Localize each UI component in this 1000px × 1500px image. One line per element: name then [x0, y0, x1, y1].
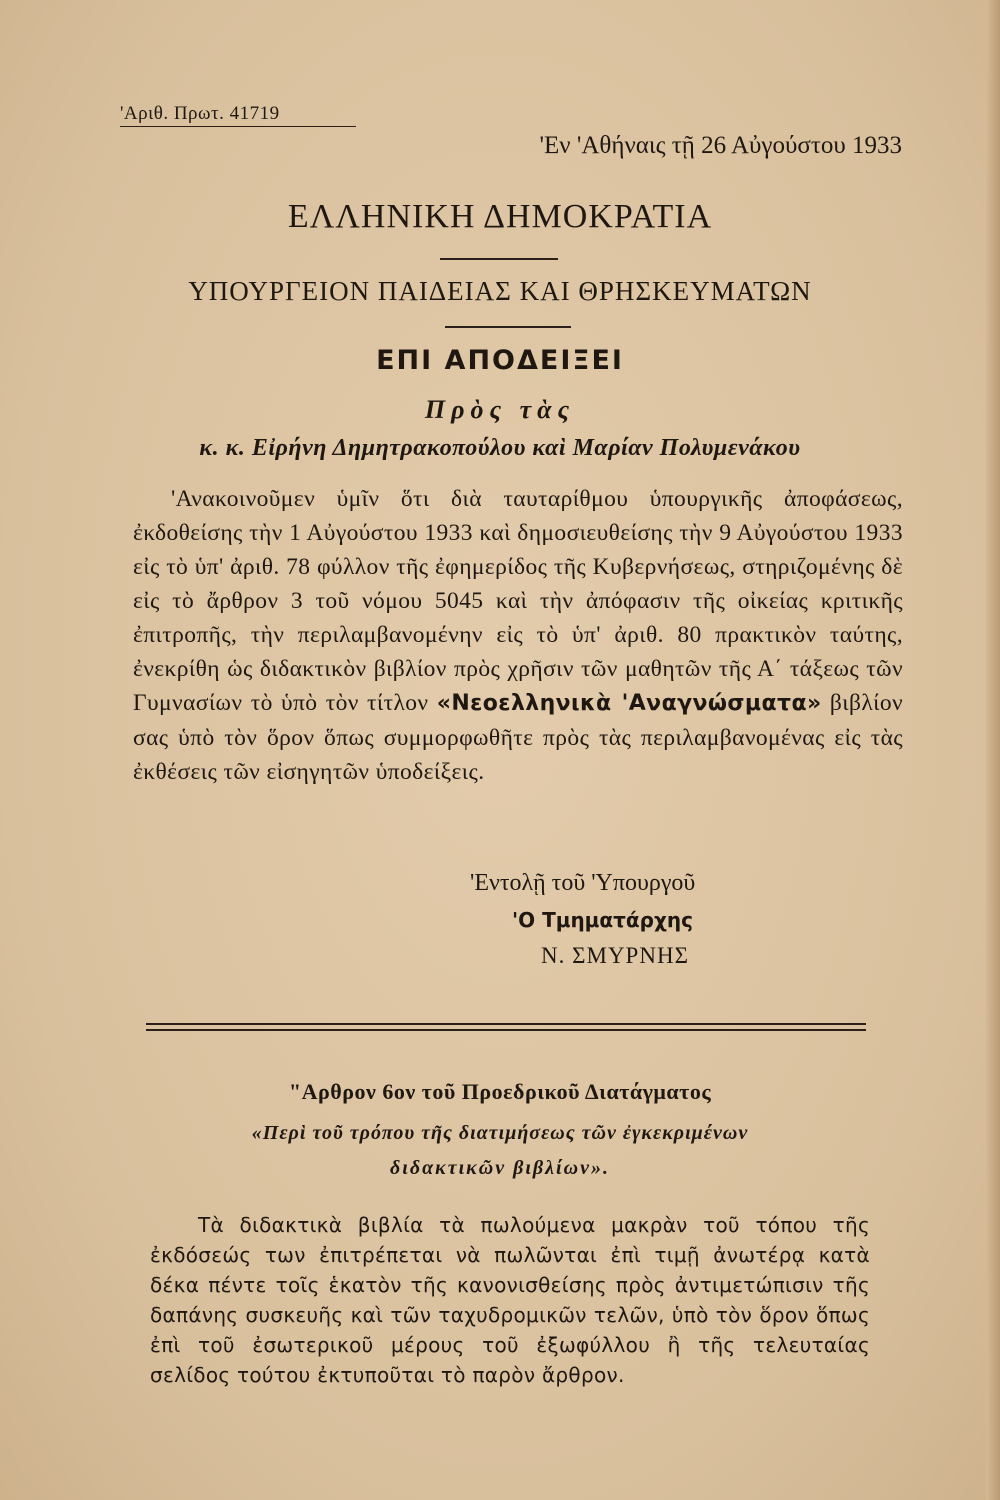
republic-heading: ΕΛΛΗΝΙΚΗ ΔΗΜΟΚΡΑΤΙΑ — [287, 198, 713, 235]
signature-name: Ν. ΣΜΥΡΝΗΣ — [541, 943, 689, 968]
article-body-text: Τὰ διδακτικὰ βιβλία τὰ πωλούμενα μακρὰν τοῦ τόπου τῆς ἐκδόσεώς των ἐπιτρέπεται νὰ πωλῶνται ἐπὶ τιμῇ ἀνωτέρᾳ κατὰ δέκα πέντε τοῖς ἑκατὸν τῆς κανονισθείσης πρὸς ἀντιμετώπισιν τῆς δαπάνης συσκευῆς καὶ τῶν ταχυδρομικῶν τελῶν, ὑπὸ τὸν ὅρον ὅπως ἐπὶ τοῦ ἐσωτερικοῦ μέρους τοῦ ἐξωφύλλου ἢ τῆς τελευταίας σελίδος τούτου ἐκτυποῦται τὸ παρὸν ἄρθρον. — [150, 1213, 870, 1387]
letter-text-before: 'Ανακοινοῦμεν ὑμῖν ὅτι διὰ ταυταρίθμου ὑπουργικῆς ἀποφάσεως, ἐκδοθείσης τὴν 1 Αὐγούστου 1933 καὶ δημοσιευθείσης τὴν 9 Αὐγούστου 1933 εἰς τὸ ὑπ' ἀριθ. 78 φύλλον τῆς ἐφημερίδος τῆς Κυβερνήσεως, στηριζομένης δὲ εἰς τὸ ἄρθρον 3 τοῦ νόμου 5045 καὶ τὴν ἀπόφασιν τῆς οἰκείας κριτικῆς ἐπιτροπῆς, τὴν περιλαμβανομένην εἰς τὸ ὑπ' ἀριθ. 80 πρακτικὸν ταύτης, ἐνεκρίθη ὡς διδακτικὸν βιβλίον πρὸς χρῆσιν τῶν μαθητῶν τῆς Α΄ τάξεως τῶν Γυμνασίων τὸ ὑπὸ τὸν τίτλον — [133, 486, 903, 716]
document-date: 'Εν 'Αθήναις τῇ 26 Αὐγούστου 1933 — [539, 132, 902, 159]
double-rule-bottom — [146, 1029, 866, 1031]
article-title: "Αρθρον 6ον τοῦ Προεδρικοῦ Διατάγματος — [288, 1079, 712, 1104]
article-subtitle-line2: διδακτικῶν βιβλίων». — [390, 1157, 610, 1179]
divider-1 — [440, 258, 558, 260]
protocol-underline — [120, 126, 356, 127]
double-rule-top — [146, 1023, 866, 1025]
signature-order: 'Εντολῇ τοῦ 'Υπουργοῦ — [470, 870, 696, 896]
receipt-heading: ΕΠΙ ΑΠΟΔΕΙΞΕΙ — [376, 345, 624, 376]
book-title: «Νεοελληνικὰ 'Αναγνώσματα» — [436, 691, 822, 716]
article-body — [150, 1210, 870, 1390]
signature-title: 'Ο Τμηματάρχης — [512, 908, 693, 932]
letter-text-after: βιβλίον σας ὑπὸ τὸν ὅρον ὅπως συμμορφωθῆτε πρὸς τὰς περιλαμβανομένας εἰς τὰς ἐκθέσεις τῶν εἰσηγητῶν ὑποδείξεις. — [133, 690, 904, 785]
letter-body — [133, 482, 903, 789]
addressee-prefix: Πρὸς τὰς — [424, 395, 576, 424]
divider-2 — [445, 326, 571, 328]
recipients: κ. κ. Εἰρήνη Δημητρακοπούλου καὶ Μαρίαν Πολυμενάκου — [199, 435, 801, 461]
ministry-heading: ΥΠΟΥΡΓΕΙΟΝ ΠΑΙΔΕΙΑΣ ΚΑΙ ΘΡΗΣΚΕΥΜΑΤΩΝ — [188, 276, 812, 306]
protocol-number: 'Αριθ. Πρωτ. 41719 — [120, 103, 280, 124]
article-subtitle-line1: «Περὶ τοῦ τρόπου τῆς διατιμήσεως τῶν ἐγκεκριμένων — [251, 1122, 749, 1144]
